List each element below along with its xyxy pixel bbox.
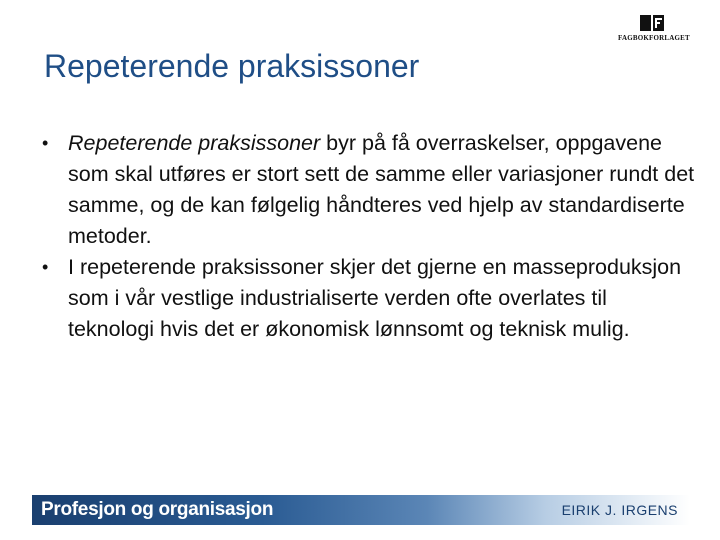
footer-title: Profesjon og organisasjon [41, 499, 274, 520]
publisher-logo [618, 12, 688, 48]
bullet-item [28, 252, 698, 345]
publisher-logo-icon [640, 14, 666, 32]
bullet-text: I repeterende praksissoner skjer det gjerne en masseproduksjon som i vår vestlige industrialiserte verden ofte overlates til teknologi hvis det er økonomisk lønnsomt og teknisk mulig. [68, 255, 682, 341]
slide-title: Repeterende praksissoner [44, 48, 420, 84]
bullet-marker: • [42, 133, 49, 153]
bullet-emphasis: Repeterende praksissoner [68, 131, 321, 155]
footer-banner [32, 495, 690, 525]
publisher-logo-text: FAGBOKFORLAGET [618, 34, 690, 42]
bullet-marker: • [42, 257, 49, 277]
bullet-item [28, 128, 698, 252]
bullet-text: byr på få overraskelser, oppgavene som skal utføres er stort sett de samme eller variasjoner rundt det samme, og de kan følgelig håndteres ved hjelp av standardiserte metoder. [68, 131, 695, 248]
footer-author: EIRIK J. IRGENS [561, 502, 678, 518]
bullet-list [28, 128, 698, 345]
